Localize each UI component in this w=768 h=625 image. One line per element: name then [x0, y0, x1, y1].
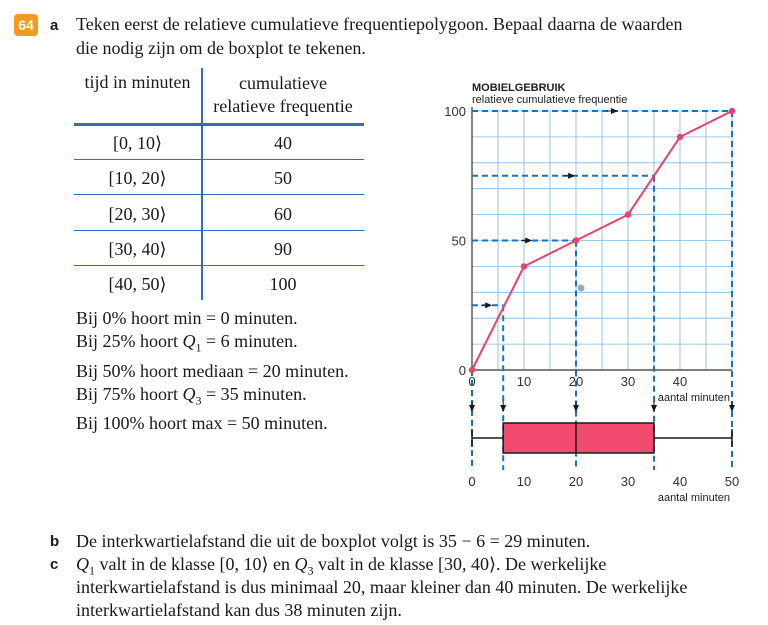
boxplot-x-tick-label: 30: [620, 474, 636, 489]
chart-ylabel: relatieve cumulatieve frequentie: [472, 94, 628, 106]
table-cell-interval: [0, 10⟩: [112, 133, 163, 153]
part-a-text-line2: die nodig zijn om de boxplot te tekenen.: [76, 38, 366, 58]
part-c-label: c: [50, 556, 59, 573]
table-cell-interval: [10, 20⟩: [108, 168, 167, 188]
chart-title: MOBIELGEBRUIK: [472, 82, 566, 94]
y-tick-label: 100: [444, 104, 466, 119]
part-a-text-line1: Teken eerst de relatieve cumulatieve frequentiepolygoon. Bepaal daarna de waarden: [76, 14, 683, 34]
x-tick-label: 20: [568, 374, 584, 389]
boxplot-box: [503, 423, 654, 453]
marker-dot: [578, 285, 585, 292]
boxplot-x-tick-label: 20: [568, 474, 584, 489]
x-tick-label: 0: [468, 374, 476, 389]
statement-min: Bij 0% hoort min = 0 minuten.: [76, 308, 298, 328]
polygon-point: [729, 108, 735, 114]
boxplot-x-tick-label: 0: [468, 474, 476, 489]
polygon-point: [677, 134, 683, 140]
polygon-point: [573, 237, 579, 243]
statement-q3: Bij 75% hoort $Q_3 = 35$ minuten.: [76, 383, 307, 408]
table-cell-interval: [40, 50⟩: [108, 274, 167, 294]
x-tick-label: 30: [620, 374, 636, 389]
table-header-time: tijd in minuten: [84, 72, 191, 92]
table-cell-interval: [20, 30⟩: [108, 204, 167, 224]
boxplot-x-tick-label: 50: [724, 474, 740, 489]
table-header-frequency-line1: cumulatieve: [239, 73, 327, 93]
part-c-text-line1: $Q_1$ valt in de klasse [0, 10⟩ en $Q_3$ valt in de klasse [30, 40⟩. De werkelijke: [76, 554, 607, 578]
statement-median: Bij 50% hoort mediaan = 20 minuten.: [76, 360, 349, 381]
statement-q1: Bij 25% hoort $Q_1 = 6$ minuten.: [76, 331, 298, 355]
table-cell-value: 100: [269, 274, 297, 294]
chart-grid: [472, 107, 732, 370]
boxplot-x-tick-label: 40: [672, 474, 688, 489]
chart-xlabel: aantal minuten: [657, 392, 730, 404]
polygon-point: [469, 367, 475, 373]
boxplot-x-tick-label: 10: [516, 474, 532, 489]
table-cell-interval: [30, 40⟩: [108, 239, 167, 259]
part-b-text: De interkwartielafstand die uit de boxplot volgt is 35 − 6 = 29 minuten.: [76, 531, 591, 551]
part-b-label: b: [50, 533, 60, 550]
boxplot: [472, 423, 732, 453]
polygon-point: [521, 263, 527, 269]
x-tick-label: 10: [516, 374, 532, 389]
exercise-number-badge: 64: [14, 14, 38, 36]
y-tick-label: 0: [458, 363, 466, 378]
part-a-label: a: [50, 17, 59, 34]
part-c-text-line2: interkwartielafstand is dus minimaal 20, maar kleiner dan 40 minuten. De werkelijke: [76, 577, 688, 597]
polygon-point: [625, 211, 631, 217]
x-tick-label: 40: [672, 374, 688, 389]
table-cell-value: 60: [274, 204, 292, 224]
table-cell-value: 50: [274, 168, 292, 188]
part-c-text-line3: interkwartielafstand kan dus 38 minuten zijn.: [76, 600, 402, 620]
y-tick-label: 50: [451, 233, 466, 249]
statement-max: Bij 100% hoort max = 50 minuten.: [76, 413, 328, 434]
table-cell-value: 40: [274, 133, 292, 153]
boxplot-xlabel: aantal minuten: [657, 492, 730, 504]
table-cell-value: 90: [274, 239, 292, 259]
table-header-frequency-line2: relatieve frequentie: [213, 96, 353, 116]
